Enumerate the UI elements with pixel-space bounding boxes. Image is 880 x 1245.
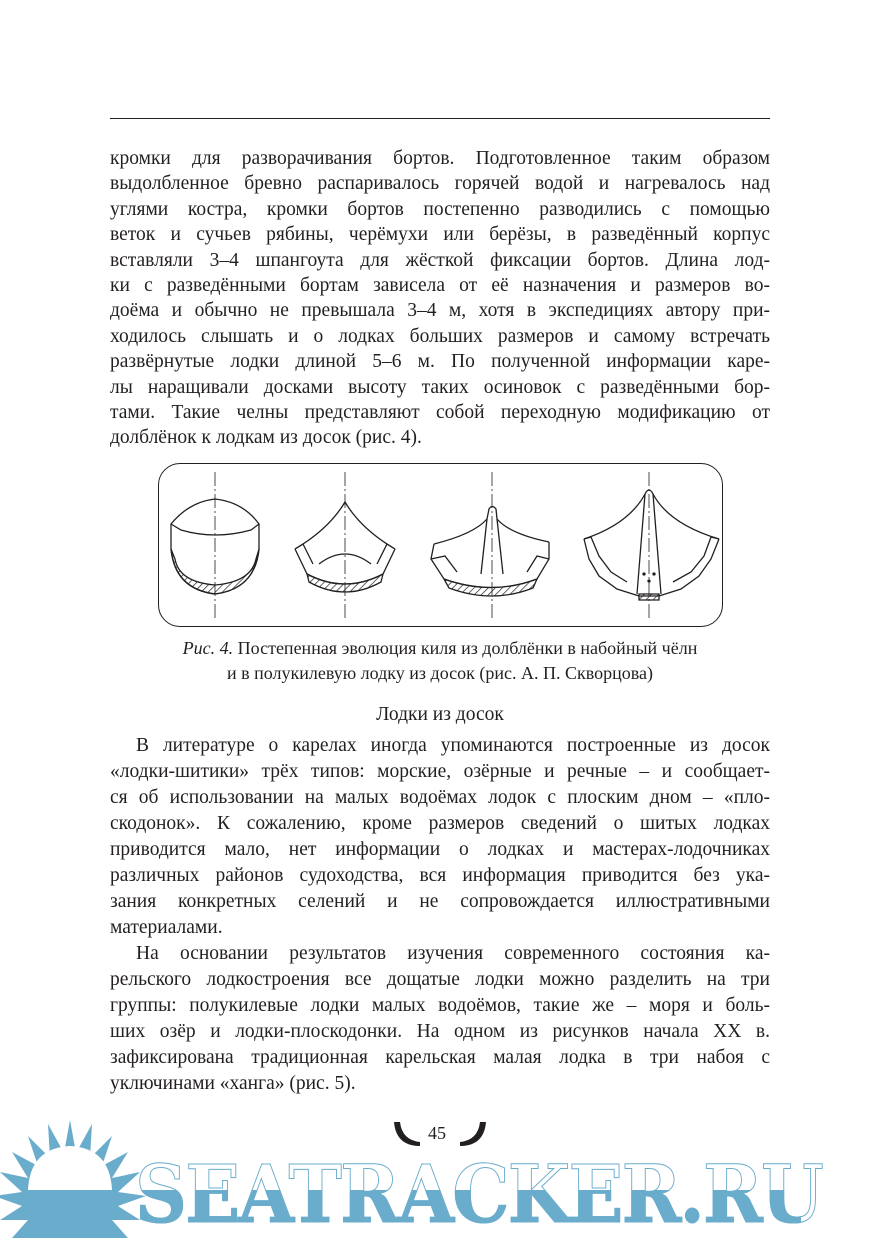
figure-label: Рис. 4. xyxy=(182,638,234,658)
text-line: На основании результатов изучения современного состояния ка- xyxy=(136,943,770,964)
text-line: скодонок». К сожалению, кроме размеров сведений о шитых лодках xyxy=(110,813,770,834)
paragraph-1 xyxy=(110,146,770,451)
text-line: доёма и обычно не превышала 3–4 м, хотя в экспедициях автору при- xyxy=(110,300,770,322)
page-number xyxy=(380,1120,500,1150)
text-line: материалами. xyxy=(110,917,223,938)
caption-line-2: и в полукилевую лодку из досок (рис. А. П. Скворцова) xyxy=(226,663,653,683)
text-line: ся об использовании на малых водоёмах лодок с плоским дном – «пло- xyxy=(110,787,770,808)
boat-cross-sections-drawing xyxy=(159,464,724,628)
section-expanded-boat xyxy=(295,472,395,620)
text-line: тами. Такие челны представляют собой переходную модификацию от xyxy=(110,401,770,423)
text-line: зания конкретных селений и не сопровождается иллюстративными xyxy=(110,891,770,912)
text-line: ки с разведёнными бортам зависела от её назначения и размеров во- xyxy=(110,274,770,296)
section-body xyxy=(110,733,770,1097)
text-line: вставляли 3–4 шпангоута для жёсткой фиксации бортов. Длина лод- xyxy=(110,249,770,271)
section-plank-boat xyxy=(584,472,719,620)
header-rule xyxy=(110,118,770,119)
text-line: углями костра, кромки бортов постепенно разводились с помощью xyxy=(110,198,770,220)
text-line: веток и сучьев рябины, черёмухи или берёзы, в разведённый корпус xyxy=(110,224,770,246)
text-line: рельского лодкостроения все дощатые лодки можно разделить на три xyxy=(110,969,770,990)
text-line: ходилось слышать и о лодках больших размеров и самому встречать xyxy=(110,325,770,347)
page-number-text: 45 xyxy=(428,1123,446,1143)
text-line: «лодки-шитики» трёх типов: морские, озёрные и речные – и сообщает- xyxy=(110,761,770,782)
section-dugout xyxy=(171,472,259,620)
watermark-text: SEATRACKER.RU xyxy=(135,1152,822,1240)
text-line: ших озёр и лодки-плоскодонки. На одном из рисунков начала XX в. xyxy=(110,1021,770,1042)
section-heading: Лодки из досок xyxy=(376,704,504,725)
text-line: выдолбленное бревно распаривалось горячей водой и нагревалось над xyxy=(110,173,770,195)
text-line: долблёнок к лодкам из досок (рис. 4). xyxy=(110,427,422,449)
text-line: уключинами «ханга» (рис. 5). xyxy=(110,1073,356,1094)
text-line: приводится мало, нет информации о лодках и мастерах-лодочниках xyxy=(110,839,770,860)
text-line: В литературе о карелах иногда упоминаются построенные из досок xyxy=(136,735,770,756)
text-line: кромки для разворачивания бортов. Подготовленное таким образом xyxy=(110,148,770,169)
text-line: зафиксирована традиционная карельская малая лодка в три набоя с xyxy=(110,1047,770,1068)
caption-line-1: Постепенная эволюция киля из долблёнки в набойный чёлн xyxy=(233,638,698,658)
text-line: развёрнутые лодки длиной 5–6 м. По полученной информации каре- xyxy=(110,351,770,373)
figure-caption xyxy=(110,636,770,686)
text-line: лы наращивали досками высоту таких осиновок с разведёнными бор- xyxy=(110,376,770,398)
figure-boat-sections xyxy=(158,463,723,627)
watermark-text-box xyxy=(135,1152,875,1240)
text-line: группы: полукилевые лодки малых водоёмов, такие же – моря и боль- xyxy=(110,995,770,1016)
text-line: различных районов судоходства, вся информация приводится без ука- xyxy=(110,865,770,886)
section-plank-extended xyxy=(431,472,549,620)
